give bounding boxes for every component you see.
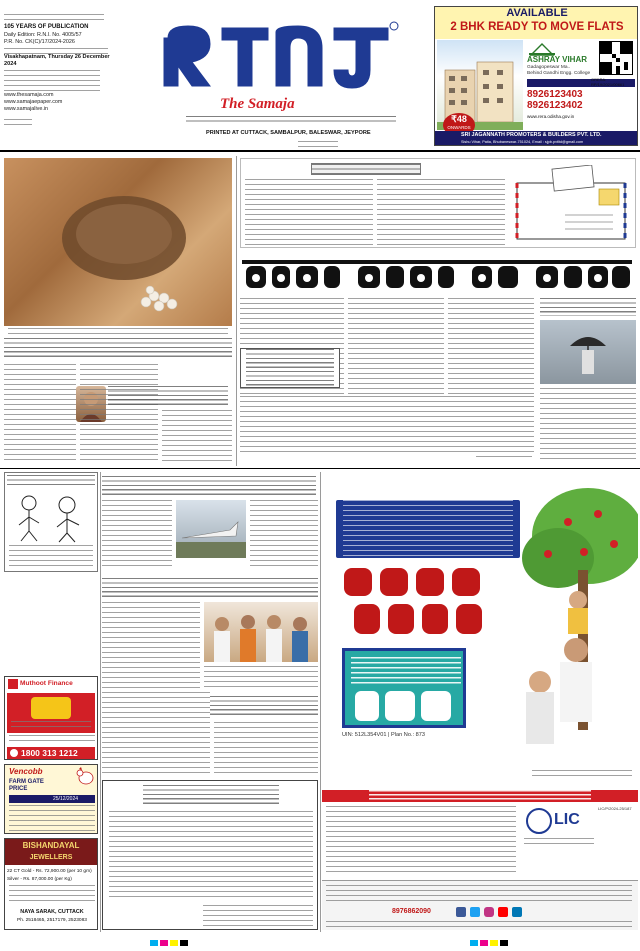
ashray-logo-icon	[529, 41, 555, 55]
odia-founder-line	[4, 14, 104, 24]
ad-vencobb[interactable]	[4, 764, 98, 834]
ad-price: ₹48	[451, 114, 467, 124]
vencobb-hen-icon	[75, 767, 95, 785]
ad-rera-web[interactable]: www.rera.odisha.gov.in	[527, 114, 575, 119]
ad-lic-disclaimer	[326, 921, 632, 929]
jeweller-odia-lines	[9, 885, 95, 905]
ad-muthoot[interactable]	[4, 676, 98, 760]
ad-location-2: Behind Gandhi Engg. College	[527, 71, 591, 76]
photo-caption	[8, 328, 228, 334]
govt-notice	[102, 780, 318, 930]
regn-no: P.R. No. CK(C)/17/2024-2026	[4, 38, 75, 45]
vencobb-heading-2: PRICE	[9, 786, 28, 792]
cartoon-box	[4, 472, 98, 572]
politics-headline	[102, 578, 318, 598]
lic-logo-icon	[526, 808, 552, 834]
ad-lic-family-photo	[518, 474, 638, 774]
plane-crash-col2	[250, 500, 318, 570]
instagram-icon[interactable]	[484, 907, 494, 917]
youtube-icon[interactable]	[498, 907, 508, 917]
cartoon-drawing	[7, 487, 95, 543]
social-icons	[456, 906, 632, 918]
govt-notice-title	[143, 785, 279, 807]
murder-story-col1	[4, 364, 76, 464]
murder-story-col2	[80, 364, 158, 464]
est-line: 105 YEARS OF PUBLICATION	[4, 24, 89, 30]
muthoot-gold-badge	[31, 697, 71, 719]
dateline: Visakhapatnam, Thursday 26 December 2024	[4, 53, 110, 67]
masthead-info-column	[4, 14, 114, 132]
lic-logo-text: LIC	[554, 811, 580, 828]
ad-phone-1[interactable]: 8926123403	[527, 89, 583, 100]
ad-lic-headline	[336, 562, 520, 640]
lead-story-continued	[476, 456, 532, 461]
col-rule-1	[236, 156, 237, 466]
jeweller-address: NAYA SARAK, CUTTACK	[20, 909, 84, 915]
samaja-logo	[158, 18, 408, 118]
registration-marks	[0, 936, 640, 951]
murder-story-subhead	[108, 386, 228, 408]
lead-story-col2	[348, 298, 444, 394]
logo-wordmark: The Samaja	[220, 96, 295, 112]
ad-lic-index-plus[interactable]	[322, 474, 638, 786]
ad-orera: ORERA: RP/19/2021/00661	[591, 77, 625, 87]
jeweller-phone[interactable]: Ph. 2518465, 2517179, 2523083	[17, 918, 87, 923]
odia-price-line	[4, 119, 32, 125]
ad-lic-plus-glyphs	[351, 687, 461, 725]
muthoot-phone-bar	[7, 747, 95, 759]
muthoot-brand: Muthoot Finance	[20, 680, 73, 687]
ad-lic-footer-lines	[326, 885, 632, 903]
photo-turtle-eggs	[4, 158, 232, 326]
story-mid-headline	[210, 696, 318, 718]
ad-address: Sishu Vihar, Patia, Bhubaneswar-751024, Email : sjpb.pvtltd@gmail.com	[461, 140, 584, 144]
website-2[interactable]: www.samajaepaper.com	[4, 98, 63, 105]
govt-notice-signature	[203, 905, 313, 927]
photo-politicians	[204, 602, 318, 662]
linkedin-icon[interactable]	[512, 907, 522, 917]
box-story-body-col2	[377, 179, 505, 245]
muthoot-logo-icon	[8, 679, 18, 689]
plane-crash-headline	[102, 476, 316, 496]
rain-story-headline	[540, 298, 636, 316]
ad-lic-uin: UIN: 512L354V01 | Plan No.: 873	[342, 732, 425, 738]
website-1[interactable]: www.thesamaja.com	[4, 91, 54, 98]
story-col-mid-2	[214, 722, 318, 774]
politics-col1	[102, 602, 200, 688]
ad-ashray-vihar[interactable]	[434, 6, 638, 146]
banner-headline-glyphs	[238, 254, 636, 294]
photo-umbrella	[540, 320, 636, 384]
ad-lic-top-box	[336, 500, 520, 558]
fold-rule	[0, 468, 640, 469]
ad-lic-bottom-bar	[322, 790, 638, 802]
box-story-body-col1	[245, 179, 373, 245]
envelope-illustration	[513, 165, 631, 243]
ad-lic-tagline-odia	[532, 770, 632, 776]
vencobb-price-table	[9, 805, 95, 833]
col-rule-3	[320, 472, 321, 932]
jeweller-brand-1: BISHANDAYAL	[22, 841, 80, 850]
odia-calendar-lines	[4, 70, 100, 92]
ad-project-block	[527, 41, 637, 129]
cartoon-title	[7, 475, 95, 485]
jeweller-brand-2: JEWELLERS	[29, 854, 73, 861]
printed-at: PRINTED AT CUTTACK, SAMBALPUR, BALESWAR, JEYPORE	[206, 130, 371, 136]
ad-project-name: ASHRAY VIHAR	[527, 55, 588, 64]
rain-story-body	[540, 388, 636, 462]
vencobb-date-bar	[9, 795, 95, 803]
daily-edition: Daily Edition: R.N.I. No. 4005/57	[4, 31, 82, 38]
muthoot-gold-offer	[7, 693, 95, 733]
odia-date-line	[4, 48, 108, 54]
ad-price-suffix: ONWARDS	[447, 125, 471, 130]
vencobb-brand: Vencobb	[9, 767, 43, 776]
ad-developer: SRI JAGANNATH PROMOTERS & BUILDERS PVT. LTD.	[461, 132, 602, 138]
ad-qr-code[interactable]	[599, 41, 633, 75]
banner-headline	[238, 254, 636, 294]
box-story-headline	[311, 163, 421, 175]
ad-phone-2[interactable]: 8926123402	[527, 100, 583, 111]
muthoot-offer-lines	[11, 721, 91, 731]
ad-lic-features	[326, 806, 516, 876]
jeweller-gold-rate: 22 CT Gold - Rs. 72,900.00 (per 10 gm)	[7, 869, 92, 874]
vencobb-date: 25/12/2024	[53, 796, 79, 802]
murder-story-col3	[162, 410, 232, 464]
website-3[interactable]: www.samajalive.in	[4, 105, 49, 112]
ad-developer-bar	[435, 131, 638, 146]
ad-2bhk: 2 BHK READY TO MOVE FLATS	[450, 21, 624, 33]
samaja-logo-art	[158, 18, 408, 118]
lead-story-col3-lower	[240, 396, 534, 454]
vencobb-heading-1: FARM GATE	[9, 779, 44, 785]
ad-lic-product-badge	[342, 648, 466, 728]
lead-story-col3	[448, 298, 534, 394]
box-story	[240, 158, 636, 248]
lic-code: LIC/P/2024-25/187	[598, 806, 632, 811]
ad-lic-sms-number[interactable]: 8976862090	[392, 908, 431, 915]
lead-story-subhead-box	[240, 348, 340, 388]
jeweller-name-bar	[5, 839, 97, 865]
ad-location-1: Gadagopeswar Ma..	[527, 65, 571, 70]
muthoot-logo-bar	[5, 677, 97, 691]
masthead-tagline	[186, 116, 396, 125]
muthoot-phone[interactable]: 1800 313 1212	[21, 748, 78, 758]
govt-notice-body	[109, 811, 313, 901]
phone-icon	[10, 749, 18, 757]
plane-crash-col1	[102, 500, 172, 570]
ad-lic-footer	[322, 880, 638, 930]
ad-lic-product-name	[351, 657, 461, 685]
twitter-icon[interactable]	[470, 907, 480, 917]
lic-logo-odia	[524, 838, 594, 848]
facebook-icon[interactable]	[456, 907, 466, 917]
lic-logo	[522, 806, 596, 850]
photo-plane-crash	[176, 500, 246, 558]
murder-story-headline	[4, 338, 232, 360]
odia-page-count	[298, 141, 338, 147]
ad-available: AVAILABLE	[506, 7, 568, 19]
politics-col2	[204, 666, 318, 688]
col-rule-2	[100, 472, 101, 932]
jeweller-silver-rate: Silver - Rs. 87,000.00 (per Kg)	[7, 877, 72, 882]
masthead-rule	[0, 150, 640, 152]
ad-headline-bar	[435, 7, 638, 39]
cartoon-caption	[9, 545, 93, 569]
ad-bishandayal[interactable]	[4, 838, 98, 930]
story-col-mid-1	[102, 692, 210, 774]
muthoot-odia-lines	[9, 735, 95, 745]
